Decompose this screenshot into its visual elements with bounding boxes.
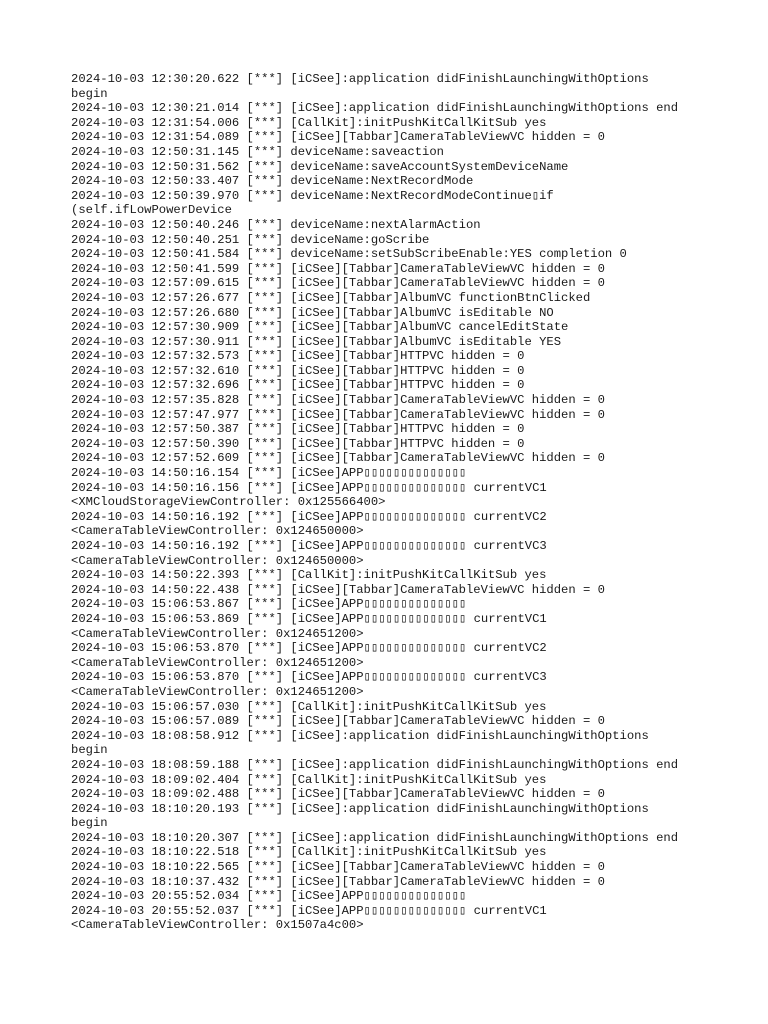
log-line: 2024-10-03 12:50:39.970 [***] deviceName:NextRecordModeContinue▯if (self.ifLowPowerDevice	[71, 188, 554, 218]
log-line: 2024-10-03 12:57:30.911 [***] [iCSee][Tabbar]AlbumVC isEditable YES	[71, 334, 562, 349]
log-line: 2024-10-03 12:57:26.677 [***] [iCSee][Tabbar]AlbumVC functionBtnClicked	[71, 290, 591, 305]
log-line: 2024-10-03 18:10:20.193 [***] [iCSee]:application didFinishLaunchingWithOptions begin	[71, 801, 649, 831]
log-line: 2024-10-03 14:50:16.156 [***] [iCSee]APP▯▯▯▯▯▯▯▯▯▯▯▯▯▯ currentVC1 <XMCloudStorageViewController: 0x125566400>	[71, 480, 547, 510]
log-line: 2024-10-03 12:50:33.407 [***] deviceName:NextRecordMode	[71, 174, 474, 189]
log-line: 2024-10-03 18:10:37.432 [***] [iCSee][Tabbar]CameraTableViewVC hidden = 0	[71, 874, 605, 889]
log-line: 2024-10-03 14:50:22.393 [***] [CallKit]:initPushKitCallKitSub yes	[71, 568, 547, 583]
log-line: 2024-10-03 15:06:57.089 [***] [iCSee][Tabbar]CameraTableViewVC hidden = 0	[71, 714, 605, 729]
log-line: 2024-10-03 14:50:16.192 [***] [iCSee]APP▯▯▯▯▯▯▯▯▯▯▯▯▯▯ currentVC3 <CameraTableViewController: 0x124650000>	[71, 539, 547, 568]
log-line: 2024-10-03 12:30:21.014 [***] [iCSee]:application didFinishLaunchingWithOptions end	[71, 101, 679, 116]
log-line: 2024-10-03 12:57:50.387 [***] [iCSee][Tabbar]HTTPVC hidden = 0	[71, 422, 525, 437]
log-line: 2024-10-03 12:57:32.696 [***] [iCSee][Tabbar]HTTPVC hidden = 0	[71, 378, 525, 393]
log-line: 2024-10-03 18:09:02.488 [***] [iCSee][Tabbar]CameraTableViewVC hidden = 0	[71, 787, 605, 802]
log-line: 2024-10-03 12:50:31.562 [***] deviceName:saveAccountSystemDeviceName	[71, 159, 569, 174]
log-line: 2024-10-03 12:57:35.828 [***] [iCSee][Tabbar]CameraTableViewVC hidden = 0	[71, 393, 605, 408]
log-line: 2024-10-03 12:30:20.622 [***] [iCSee]:application didFinishLaunchingWithOptions begin	[71, 72, 649, 101]
log-line: 2024-10-03 12:50:40.251 [***] deviceName:goScribe	[71, 232, 430, 247]
log-line: 2024-10-03 12:50:40.246 [***] deviceName:nextAlarmAction	[71, 217, 481, 232]
log-line: 2024-10-03 12:57:30.909 [***] [iCSee][Tabbar]AlbumVC cancelEditState	[71, 320, 569, 335]
log-line: 2024-10-03 20:55:52.037 [***] [iCSee]APP▯▯▯▯▯▯▯▯▯▯▯▯▯▯ currentVC1 <CameraTableViewController: 0x1507a4c00>	[71, 903, 547, 933]
log-line: 2024-10-03 12:57:50.390 [***] [iCSee][Tabbar]HTTPVC hidden = 0	[71, 436, 525, 451]
log-line: 2024-10-03 18:10:20.307 [***] [iCSee]:application didFinishLaunchingWithOptions end	[71, 830, 679, 845]
log-line: 2024-10-03 12:50:41.584 [***] deviceName:setSubScribeEnable:YES completion 0	[71, 247, 627, 262]
log-line: 2024-10-03 15:06:53.869 [***] [iCSee]APP▯▯▯▯▯▯▯▯▯▯▯▯▯▯ currentVC1 <CameraTableViewController: 0x124651200>	[71, 611, 547, 641]
log-line: 2024-10-03 12:57:52.609 [***] [iCSee][Tabbar]CameraTableViewVC hidden = 0	[71, 451, 605, 466]
log-line: 2024-10-03 12:31:54.089 [***] [iCSee][Tabbar]CameraTableViewVC hidden = 0	[71, 130, 605, 145]
log-line: 2024-10-03 15:06:53.867 [***] [iCSee]APP▯▯▯▯▯▯▯▯▯▯▯▯▯▯	[71, 597, 467, 612]
log-line: 2024-10-03 12:57:32.610 [***] [iCSee][Tabbar]HTTPVC hidden = 0	[71, 363, 525, 378]
log-line: 2024-10-03 18:10:22.565 [***] [iCSee][Tabbar]CameraTableViewVC hidden = 0	[71, 860, 605, 875]
log-line: 2024-10-03 14:50:22.438 [***] [iCSee][Tabbar]CameraTableViewVC hidden = 0	[71, 582, 605, 597]
log-line: 2024-10-03 12:50:31.145 [***] deviceName:saveaction	[71, 144, 444, 159]
log-line: 2024-10-03 12:31:54.006 [***] [CallKit]:initPushKitCallKitSub yes	[71, 115, 547, 130]
log-line: 2024-10-03 12:57:09.615 [***] [iCSee][Tabbar]CameraTableViewVC hidden = 0	[71, 276, 605, 291]
log-line: 2024-10-03 12:57:26.680 [***] [iCSee][Tabbar]AlbumVC isEditable NO	[71, 305, 554, 320]
log-text	[71, 72, 711, 933]
log-line: 2024-10-03 18:08:59.188 [***] [iCSee]:application didFinishLaunchingWithOptions end	[71, 757, 679, 772]
log-line: 2024-10-03 15:06:57.030 [***] [CallKit]:initPushKitCallKitSub yes	[71, 699, 547, 714]
log-line: 2024-10-03 20:55:52.034 [***] [iCSee]APP▯▯▯▯▯▯▯▯▯▯▯▯▯▯	[71, 889, 467, 904]
log-line: 2024-10-03 18:09:02.404 [***] [CallKit]:initPushKitCallKitSub yes	[71, 772, 547, 787]
log-line: 2024-10-03 18:10:22.518 [***] [CallKit]:initPushKitCallKitSub yes	[71, 845, 547, 860]
log-line: 2024-10-03 15:06:53.870 [***] [iCSee]APP▯▯▯▯▯▯▯▯▯▯▯▯▯▯ currentVC2 <CameraTableViewController: 0x124651200>	[71, 641, 547, 670]
log-line: 2024-10-03 12:57:47.977 [***] [iCSee][Tabbar]CameraTableViewVC hidden = 0	[71, 407, 605, 422]
log-line: 2024-10-03 15:06:53.870 [***] [iCSee]APP▯▯▯▯▯▯▯▯▯▯▯▯▯▯ currentVC3 <CameraTableViewController: 0x124651200>	[71, 670, 547, 699]
log-line: 2024-10-03 14:50:16.192 [***] [iCSee]APP▯▯▯▯▯▯▯▯▯▯▯▯▯▯ currentVC2 <CameraTableViewController: 0x124650000>	[71, 509, 547, 539]
log-line: 2024-10-03 12:50:41.599 [***] [iCSee][Tabbar]CameraTableViewVC hidden = 0	[71, 261, 605, 276]
log-line: 2024-10-03 18:08:58.912 [***] [iCSee]:application didFinishLaunchingWithOptions begin	[71, 728, 649, 758]
log-line: 2024-10-03 14:50:16.154 [***] [iCSee]APP▯▯▯▯▯▯▯▯▯▯▯▯▯▯	[71, 466, 467, 481]
log-line: 2024-10-03 12:57:32.573 [***] [iCSee][Tabbar]HTTPVC hidden = 0	[71, 349, 525, 364]
